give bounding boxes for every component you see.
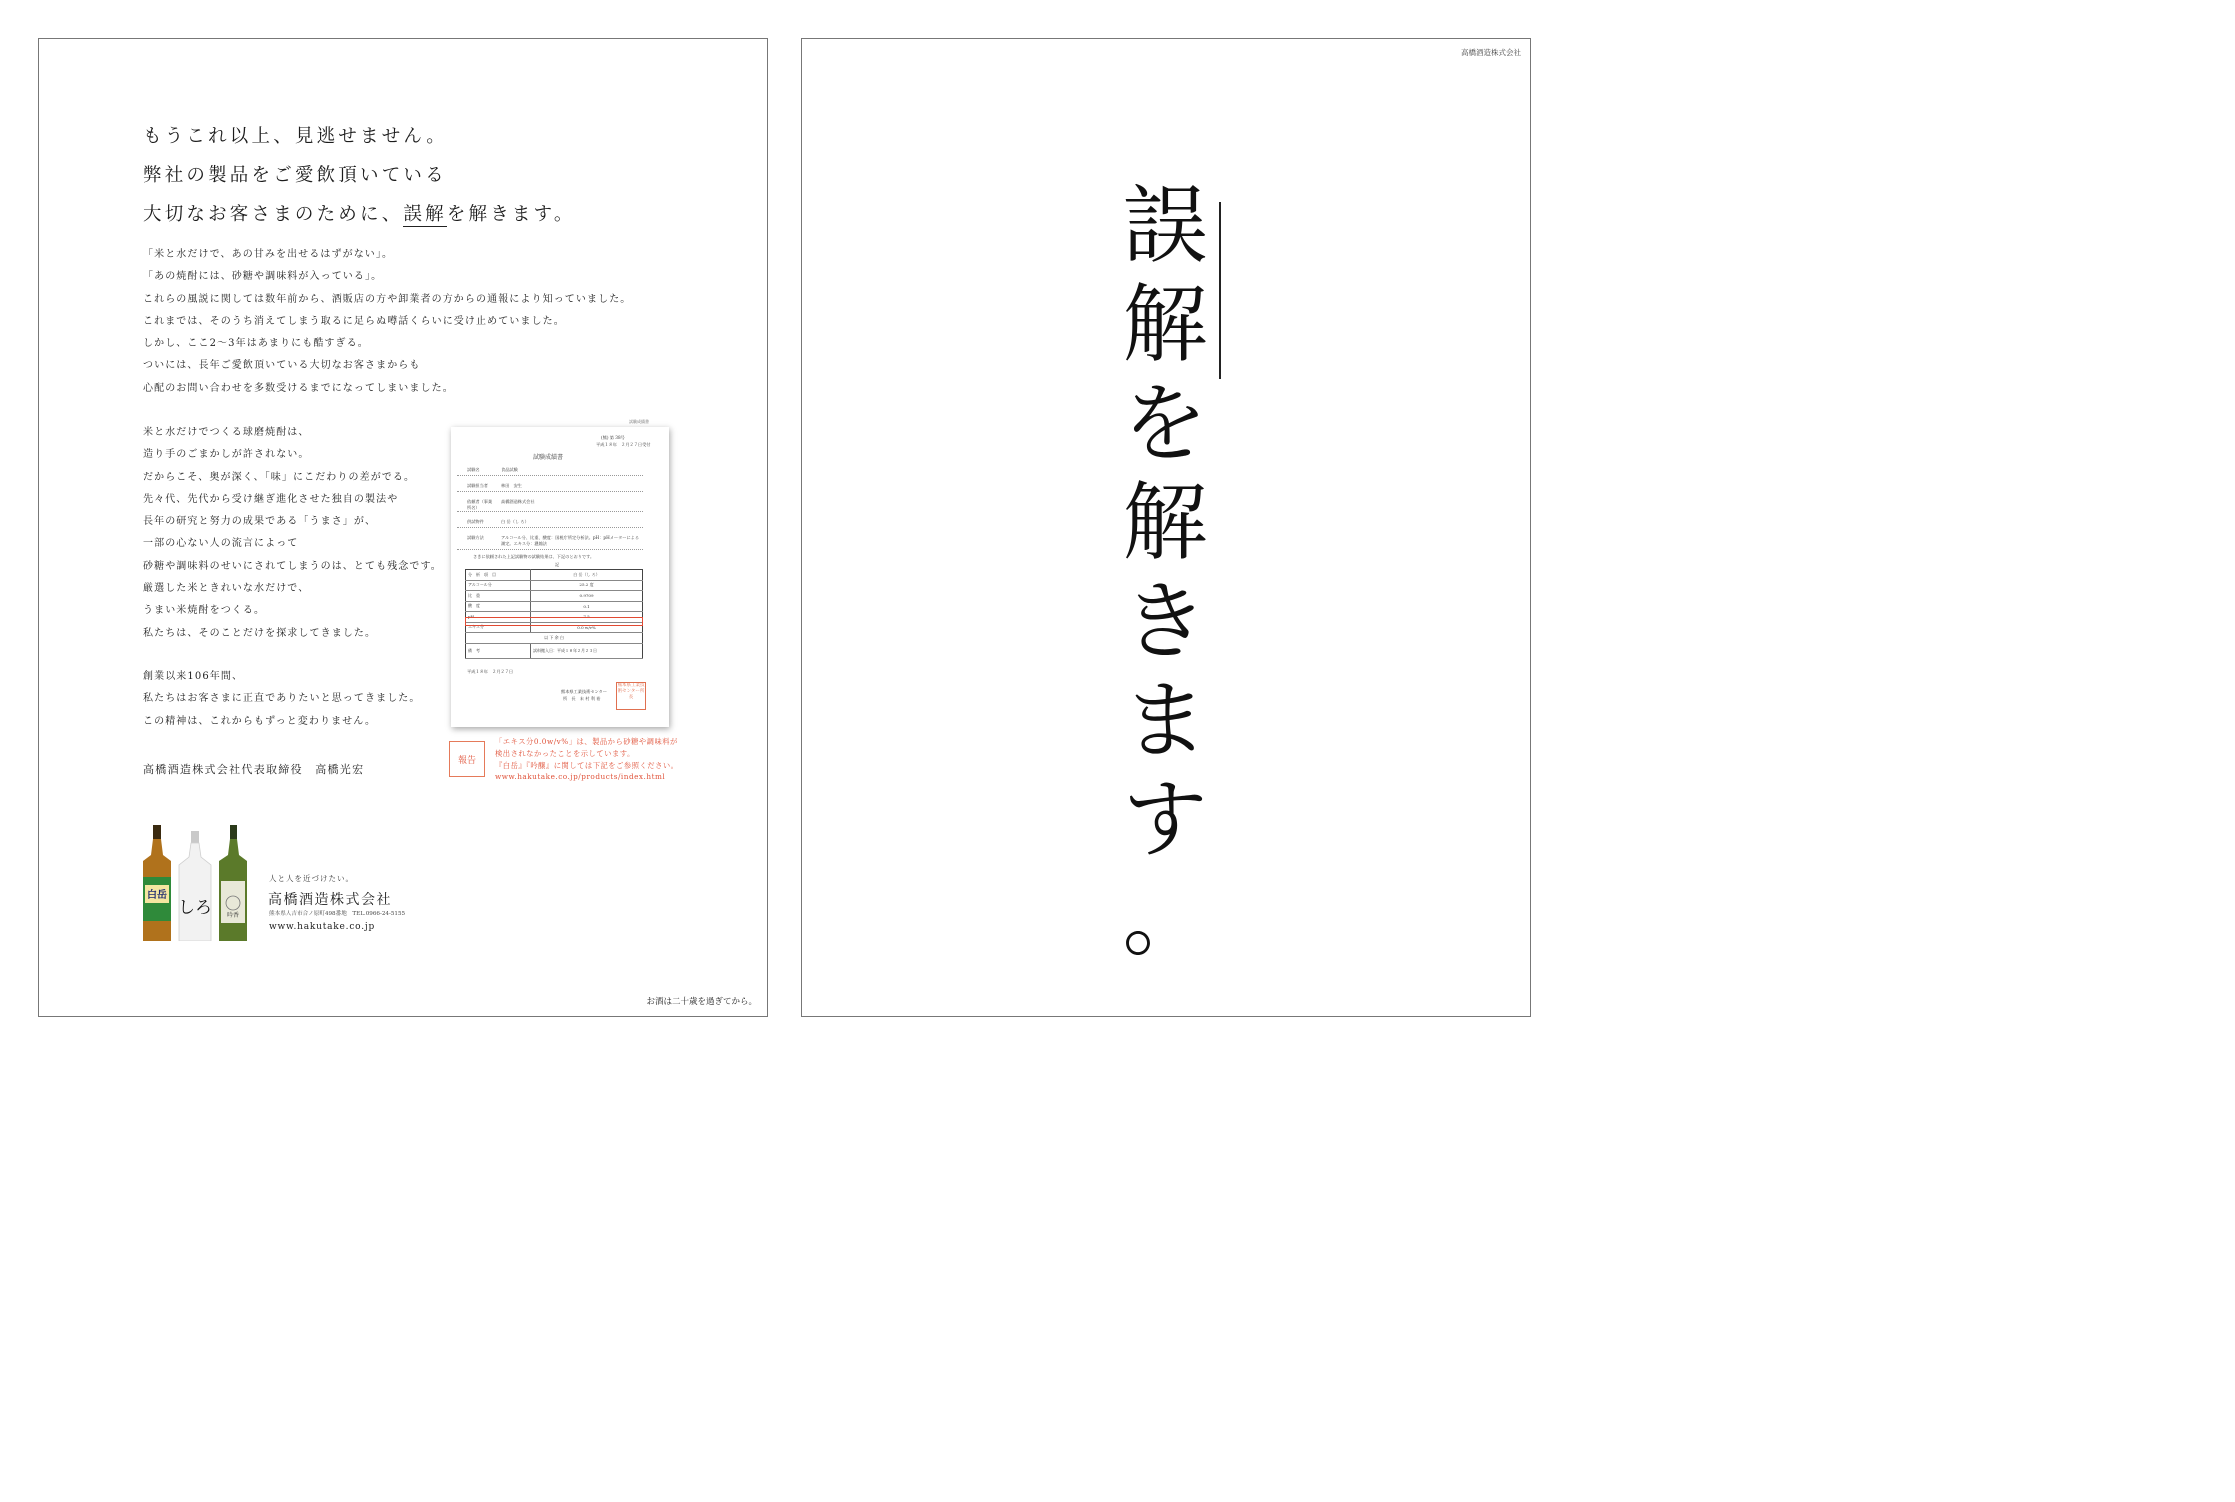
right-ad-page [801, 38, 1531, 1017]
emphasis-side-rule [1219, 202, 1221, 379]
headline-char: を [1122, 375, 1208, 474]
paragraph-line: だからこそ、奥が深く、「味」にこだわりの差がでる。 [143, 471, 416, 483]
corporate-name-small: 高橋酒造株式会社 [1461, 48, 1521, 57]
bottle-ginjo [219, 825, 247, 941]
headline-line-3-end: を解きます。 [446, 204, 576, 225]
table-cell-value: 7.5 [531, 612, 643, 623]
paragraph-line: 私たちは、そのことだけを探求してきました。 [143, 627, 377, 639]
headline-line-3 [143, 195, 576, 234]
bottle1-label: 白岳 [147, 890, 167, 901]
bottle-hakutake [143, 825, 171, 941]
table-cell-item: 比 重 [466, 591, 531, 602]
headline-char: 解 [1122, 276, 1208, 375]
report-notice [495, 736, 678, 783]
table-row [466, 601, 643, 612]
table-end-note: 以 下 余 白 [466, 633, 643, 644]
notice-line: 「エキス分0.0w/v%」は、製品から砂糖や調味料が [495, 737, 678, 746]
paragraph-line: 長年の研究と努力の成果である「うまさ」が、 [143, 516, 377, 528]
headline-char: 。 [1122, 870, 1208, 969]
headline-char: 誤 [1122, 177, 1208, 276]
table-row [466, 580, 643, 591]
table-cell-value: 0.1 [531, 601, 643, 612]
table-row [466, 643, 643, 658]
table-remarks: 試料搬入日：平成１８年２月２３日 [531, 643, 643, 658]
notice-line: 『白岳』『吟醸』に関しては下記をご参照ください。 [495, 760, 679, 770]
paragraph-line: しかし、ここ2〜3年はあまりにも酷すぎる。 [143, 338, 369, 350]
drinking-age-notice: お酒は二十歳を過ぎてから。 [646, 997, 757, 1007]
headline-char: ま [1122, 672, 1208, 771]
report-number: (熊) 第 38号 [601, 435, 625, 440]
paragraph-history [143, 666, 421, 733]
headline-line-2: 弊社の製品をご愛飲頂いている [143, 165, 447, 186]
bottle2-label: しろ [178, 898, 212, 918]
headline-char: き [1122, 573, 1208, 672]
paragraph-line: ついには、長年ご愛飲頂いている大切なお客さまからも [143, 360, 421, 372]
table-cell-value: 25.2 度 [531, 580, 643, 591]
bottle3-label: 吟香 [226, 912, 240, 919]
report-field-value: 林田 安生 [501, 483, 522, 488]
report-field-label: 試験方法 [467, 535, 484, 540]
table-row [466, 633, 643, 644]
results-table [465, 569, 643, 659]
report-field-label: 試験担当者 [467, 483, 488, 488]
test-report-document [451, 427, 669, 727]
report-issuer-name: 所 長 末 村 利 裕 [563, 696, 601, 701]
paragraph-line: 厳選した米ときれいな水だけで、 [143, 583, 310, 595]
table-header-cell: 白 岳（し ろ） [531, 570, 643, 581]
paragraph-line: 心配のお問い合わせを多数受けるまでになってしまいました。 [143, 382, 454, 394]
headline-line-3-start: 大切なお客さまのために、 [143, 204, 404, 225]
report-field-value: 白 岳（し ろ） [501, 519, 529, 524]
report-issue-date: 平成１８年 ２月２７日 [467, 669, 514, 674]
dotted-rule [457, 527, 643, 528]
paragraph-line: 「あの焼酎には、砂糖や調味料が入っている」。 [143, 271, 383, 283]
bottle-shiro [178, 831, 212, 941]
headline-char: 解 [1122, 474, 1208, 573]
headline-char: す [1122, 771, 1208, 870]
paragraph-line: これらの風説に関しては数年前から、酒販店の方や卸業者の方からの通報により知っていました。 [143, 293, 632, 305]
headline-underlined-word: 誤解 [403, 204, 447, 225]
company-tagline: 人と人を近づけたい。 [269, 874, 354, 883]
official-seal-stamp: 熊本県工業技術センター所長 [616, 682, 646, 710]
table-cell-value: 0.9709 [531, 591, 643, 602]
report-field-value: 高橋酒造株式会社 [501, 499, 535, 504]
headline [143, 117, 576, 234]
dotted-rule [457, 475, 643, 476]
paragraph-line: 私たちはお客さまに正直でありたいと思ってきました。 [143, 693, 421, 705]
report-title: 試験成績書 [533, 454, 564, 461]
paragraph-rumors [143, 244, 631, 400]
product-bottles-image [143, 825, 255, 941]
table-row [466, 591, 643, 602]
paragraph-line: 創業以来106年間、 [143, 671, 244, 682]
table-remarks-label: 備 考 [466, 643, 531, 658]
dotted-rule [457, 549, 643, 550]
report-field-label: 供試物件 [467, 519, 484, 524]
table-header-row [466, 570, 643, 581]
paragraph-line: これまでは、そのうち消えてしまう取るに足らぬ噂話くらいに受け止めていました。 [143, 315, 565, 327]
left-ad-page [38, 38, 768, 1017]
paragraph-line: 「米と水だけで、あの甘みを出せるはずがない」。 [143, 249, 394, 260]
report-received-date: 平成１８年 ２月２７日受付 [596, 442, 651, 447]
table-cell-item: pH [466, 612, 531, 623]
notice-line: 検出されなかったことを示しています。 [495, 748, 635, 758]
table-cell-item: 酸 度 [466, 601, 531, 612]
report-table-caption: 記 [555, 562, 560, 567]
report-field-label: 依頼者（事業所名） [467, 499, 493, 510]
report-field-label: 試験名 [467, 467, 480, 472]
notice-url[interactable]: www.hakutake.co.jp/products/index.html [495, 772, 666, 782]
report-caption: 試験成績書 [629, 419, 649, 424]
report-notice-label: 報告 [449, 741, 485, 777]
table-cell-value: 0.0 w/v% [531, 622, 643, 633]
paragraph-line: 一部の心ない人の流言によって [143, 538, 299, 550]
table-header-cell: 分 析 項 目 [466, 570, 531, 581]
report-intro: さきに依頼された上記試験物の試験結果は、下記のとおりです。 [473, 554, 595, 559]
report-issuer-org: 熊本県工業技術センター [561, 689, 607, 694]
vertical-headline [1117, 177, 1213, 969]
paragraph-line: 先々代、先代から受け継ぎ進化させた独自の製法や [143, 493, 399, 505]
president-signature: 高橋酒造株式会社代表取締役 高橋光宏 [143, 763, 365, 776]
report-field-value: 食品試験 [501, 467, 518, 472]
paragraph-line: うまい米焼酎をつくる。 [143, 605, 266, 617]
table-cell-item: エキス分 [466, 622, 531, 633]
paragraph-line: 造り手のごまかしが許されない。 [143, 449, 310, 461]
company-website-link[interactable]: www.hakutake.co.jp [269, 922, 376, 932]
dotted-rule [457, 491, 643, 492]
company-name: 高橋酒造株式会社 [268, 892, 392, 908]
paragraph-philosophy [143, 422, 442, 645]
paragraph-line: 米と水だけでつくる球磨焼酎は、 [143, 427, 310, 438]
highlighted-extract-row [465, 617, 643, 626]
company-address: 熊本県人吉市合ノ原町498番地 TEL.0966-24-5155 [269, 911, 406, 917]
report-field-value: アルコール分、比重、酸度：国税庁所定分析法。pH：pHメーターによる測定。エキス分：濃縮法 [501, 535, 640, 546]
headline-line-1: もうこれ以上、見逃せません。 [143, 126, 448, 147]
paragraph-line: 砂糖や調味料のせいにされてしまうのは、とても残念です。 [143, 560, 442, 572]
table-cell-item: アルコール分 [466, 580, 531, 591]
paragraph-line: この精神は、これからもずっと変わりません。 [143, 715, 377, 727]
dotted-rule [457, 511, 643, 512]
